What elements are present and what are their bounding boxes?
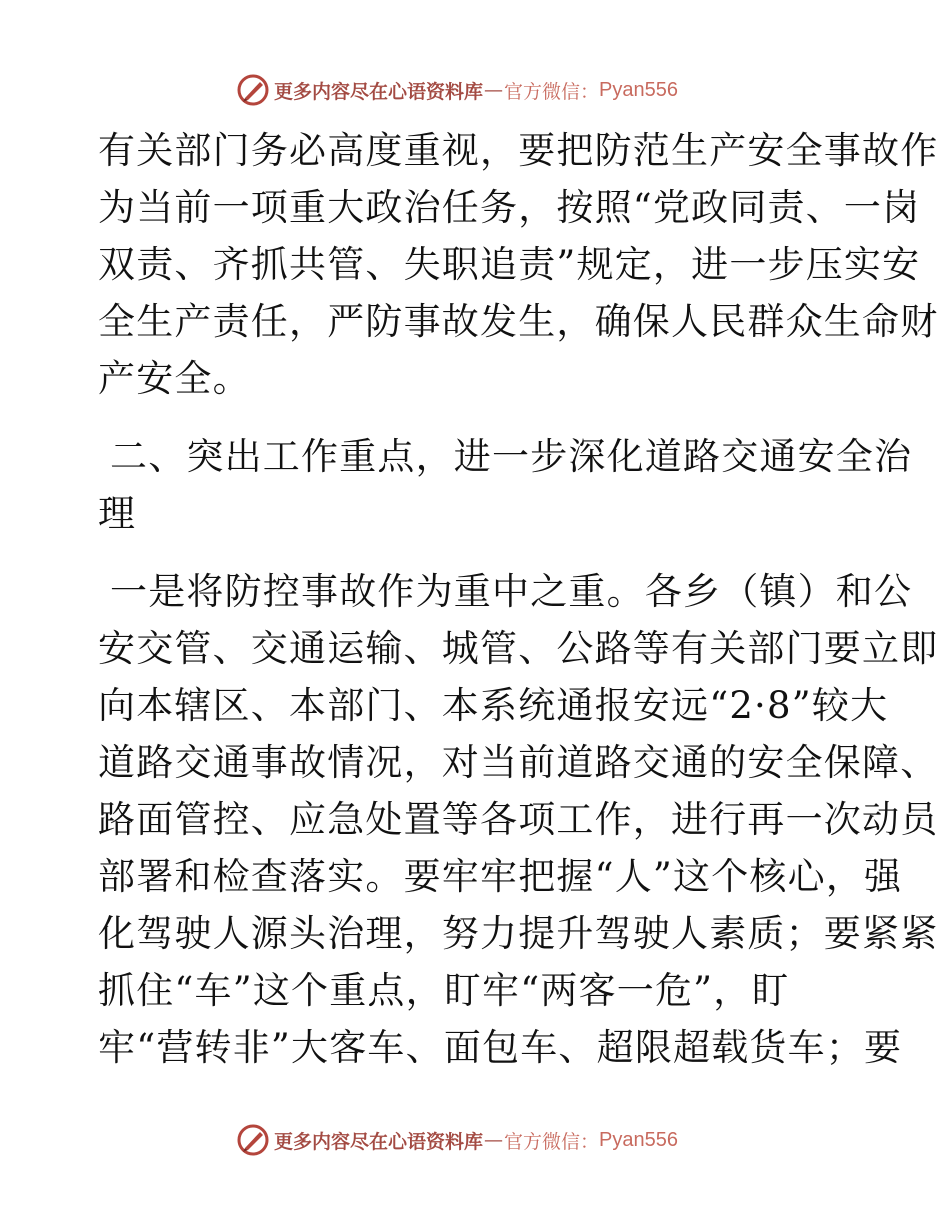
text-line: 抓住“车”这个重点，盯牢“两客一危”，盯 [98,969,790,1012]
text-line: 全生产责任，严防事故发生，确保人民群众生命财 [98,300,939,343]
text-line: 向本辖区、本部门、本系统通报安远“2·8”较大 [98,684,889,727]
header-watermark [236,72,716,108]
watermark-label: 官方微信： [504,1130,600,1153]
heading-line: 二、突出工作重点，进一步深化道路交通安全治 [110,435,913,478]
heading-line: 理 [98,492,137,535]
watermark-separator: — [484,79,504,101]
watermark-separator: — [484,1129,504,1151]
text-line: 路面管控、应急处置等各项工作，进行再一次动员 [98,798,939,841]
text-line: 双责、齐抓共管、失职追责”规定，进一步压实安 [98,243,921,286]
text-line: 道路交通事故情况，对当前道路交通的安全保障、 [98,741,939,784]
text-line: 为当前一项重大政治任务，按照“党政同责、一岗 [98,186,921,229]
watermark-account: Pyan556 [599,78,678,101]
watermark-label: 官方微信： [504,80,600,103]
watermark-brand: 更多内容尽在心语资料库 [274,1130,484,1153]
pen-logo-icon [236,73,270,107]
footer-watermark [236,1122,716,1158]
watermark-brand: 更多内容尽在心语资料库 [274,80,484,103]
text-line: 部署和检查落实。要牢牢把握“人”这个核心，强 [98,855,903,898]
document-body [98,122,939,1076]
pen-logo-icon [236,1123,270,1157]
paragraph-2 [98,563,939,1076]
text-line: 化驾驶人源头治理，努力提升驾驶人素质；要紧紧 [98,912,939,955]
text-line: 安交管、交通运输、城管、公路等有关部门要立即 [98,627,939,670]
text-line: 牢“营转非”大客车、面包车、超限超载货车；要 [98,1026,903,1069]
text-line: 一是将防控事故作为重中之重。各乡（镇）和公 [110,570,913,613]
watermark-account: Pyan556 [599,1128,678,1151]
paragraph-1 [98,122,939,407]
text-line: 产安全。 [98,357,251,400]
text-line: 有关部门务必高度重视，要把防范生产安全事故作 [98,129,939,172]
section-heading [98,428,913,542]
